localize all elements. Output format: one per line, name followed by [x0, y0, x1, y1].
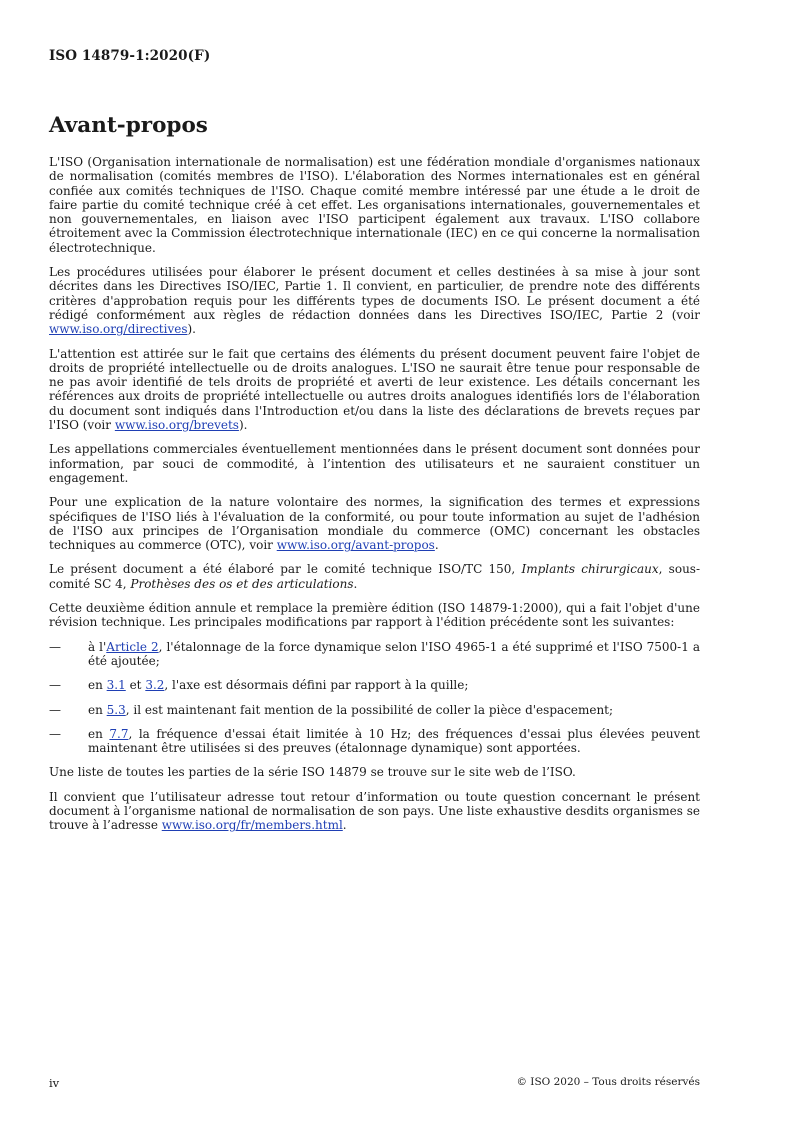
paragraph-patents — [49, 347, 700, 433]
list-item-body: , la fréquence d'essai était limitée à 10 Hz; des fréquences d'essai plus élevées peuvent maintenant être utilisées si des preuves (étalonnage dynamique) sont apportées. — [88, 726, 700, 756]
list-item-prefix: en — [88, 678, 107, 693]
list-item — [49, 640, 700, 669]
list-item-text — [88, 640, 700, 669]
document-id: ISO 14879-1:2020(F) — [49, 48, 211, 64]
paragraph-end: . — [342, 818, 347, 833]
paragraph-committee — [49, 562, 700, 591]
page-title: Avant-propos — [49, 113, 208, 138]
list-item-prefix: à l' — [88, 639, 107, 654]
paragraph-text: , sous-comité SC 4, — [49, 562, 701, 591]
paragraph-feedback — [49, 790, 700, 833]
directives-link[interactable]: www.iso.org/directives — [49, 322, 188, 337]
list-dash: — — [49, 702, 61, 717]
article-2-link[interactable]: Article 2 — [106, 639, 159, 654]
paragraph-end: . — [434, 538, 439, 553]
list-item — [49, 727, 700, 756]
list-item — [49, 703, 700, 717]
clause-5-3-link[interactable]: 5.3 — [106, 702, 126, 717]
list-item — [49, 678, 700, 692]
list-item-prefix: en — [88, 702, 107, 717]
list-dash: — — [49, 639, 61, 654]
list-item-prefix: en — [88, 726, 110, 741]
paragraph-series-list: Une liste de toutes les parties de la série ISO 14879 se trouve sur le site web de l’ISO. — [49, 765, 576, 780]
clause-3-1-link[interactable]: 3.1 — [106, 678, 126, 693]
paragraph-iso-description: L'ISO (Organisation internationale de normalisation) est une fédération mondiale d'organismes nationaux de normalisation (comités membres de l'ISO). L'élaboration des Normes internationales est en général confiée aux comités techniques de l'ISO. Chaque comité membre intéressé par une étude a le droit de faire partie du comité technique créé à cet effet. Les organisations internationales, gouvernementales et non gouvernementales, en liaison avec l'ISO participent également aux travaux. L'ISO collabore étroitement avec la Commission électrotechnique internationale (IEC) en ce qui concerne la normalisation électrotechnique. — [49, 155, 700, 255]
paragraph-end: ). — [187, 322, 196, 337]
paragraph-text: Pour une explication de la nature volontaire des normes, la signification des termes et expressions spécifiques de l'ISO liés à l'évaluation de la conformité, ou pour toute information au sujet de l'adhésion de l'ISO aux principes de l’Organisation mondiale du commerce (OMC) concernant les obstacles techniques au commerce (OTC), voir — [49, 495, 700, 553]
list-item-text — [88, 727, 700, 756]
paragraph-end: . — [353, 576, 358, 591]
committee-title: Implants chirurgicaux — [521, 562, 659, 577]
paragraph-procedures — [49, 265, 700, 336]
paragraph-text: Le présent document a été élaboré par le comité technique ISO/TC 150, — [49, 562, 522, 577]
clause-7-7-link[interactable]: 7.7 — [109, 726, 129, 741]
paragraph-trade-names: Les appellations commerciales éventuellement mentionnées dans le présent document sont données pour information, par souci de commodité, à l’intention des utilisateurs et ne sauraient constituer un engagement. — [49, 442, 700, 485]
list-item-text — [88, 678, 700, 692]
subcommittee-title: Prothèses des os et des articulations — [130, 576, 354, 591]
list-dash: — — [49, 678, 61, 693]
list-item-body: , l'axe est désormais défini par rapport à la quille; — [164, 678, 469, 693]
paragraph-conformity — [49, 495, 700, 552]
list-dash: — — [49, 726, 61, 741]
list-item-joiner: et — [125, 678, 146, 693]
foreword-link[interactable]: www.iso.org/avant-propos — [276, 538, 435, 553]
list-item-text — [88, 703, 700, 717]
patents-link[interactable]: www.iso.org/brevets — [114, 418, 239, 433]
copyright-notice: © ISO 2020 – Tous droits réservés — [516, 1076, 700, 1088]
paragraph-text: Il convient que l’utilisateur adresse tout retour d’information ou toute question concernant le présent document à l’organisme national de normalisation de son pays. Une liste exhaustive desdits organismes se trouve à l’adresse — [49, 789, 700, 833]
page-number: iv — [49, 1076, 60, 1090]
paragraph-text: Les procédures utilisées pour élaborer le présent document et celles destinées à sa mise à jour sont décrites dans les Directives ISO/IEC, Partie 1. Il convient, en particulier, de prendre note des différents critères d'approbation requis pour les différents types de documents ISO. Le présent document a été rédigé conformément aux règles de rédaction données dans les Directives ISO/IEC, Partie 2 (voir — [49, 265, 700, 322]
paragraph-text: L'attention est attirée sur le fait que certains des éléments du présent document peuvent faire l'objet de droits de propriété intellectuelle ou de droits analogues. L'ISO ne saurait être tenue pour responsable de ne pas avoir identifié de tels droits de propriété et averti de leur existence. Les détails concernant les références aux droits de propriété intellectuelle ou autres droits analogues identifiés lors de l'élaboration du document sont indiqués dans l'Introduction et/ou dans la liste des déclarations de brevets reçues par l'ISO (voir — [49, 346, 700, 433]
list-item-body: , l'étalonnage de la force dynamique selon l'ISO 4965-1 a été supprimé et l'ISO 7500-1 a été ajoutée; — [88, 639, 701, 668]
document-body — [49, 155, 700, 843]
paragraph-end: ). — [238, 418, 248, 433]
clause-3-2-link[interactable]: 3.2 — [145, 678, 165, 693]
paragraph-edition: Cette deuxième édition annule et remplace la première édition (ISO 14879-1:2000), qui a fait l'objet d'une révision technique. Les principales modifications par rapport à l'édition précédente sont les suivantes: — [49, 601, 700, 630]
list-item-body: , il est maintenant fait mention de la possibilité de coller la pièce d'espacement; — [125, 702, 614, 717]
members-link[interactable]: www.iso.org/fr/members.html — [161, 818, 343, 833]
